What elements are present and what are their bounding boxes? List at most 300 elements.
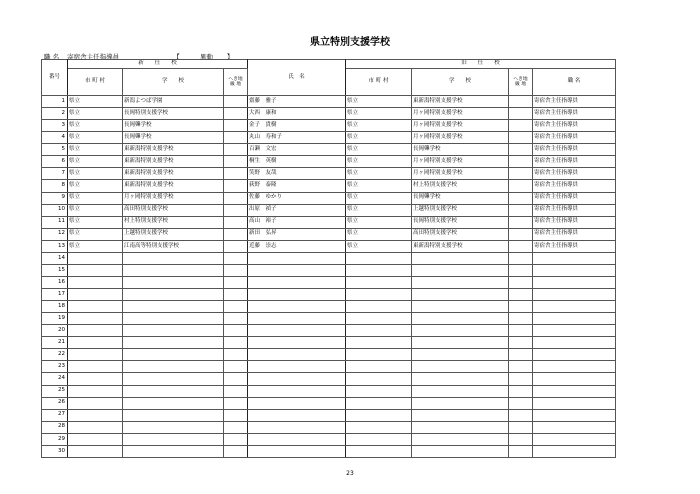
header-old-hekichi-line1: へき地	[513, 76, 528, 82]
old-city-cell	[346, 337, 412, 349]
header-new-hekichi	[224, 69, 248, 96]
header-old-hekichi	[509, 69, 533, 96]
old-hekichi-cell	[509, 276, 533, 288]
old-school-cell	[412, 313, 509, 325]
row-number: 4	[42, 132, 68, 144]
new-city-cell: 県立	[68, 168, 123, 180]
row-number: 10	[42, 204, 68, 216]
old-school-cell: 村上特別支援学校	[412, 180, 509, 192]
new-hekichi-cell	[224, 313, 248, 325]
old-city-cell: 県立	[346, 192, 412, 204]
old-city-cell: 県立	[346, 144, 412, 156]
name-cell	[248, 313, 346, 325]
old-hekichi-cell	[509, 192, 533, 204]
new-hekichi-cell	[224, 156, 248, 168]
table-row	[42, 409, 616, 421]
new-hekichi-cell	[224, 252, 248, 264]
old-school-cell	[412, 349, 509, 361]
position-cell	[533, 301, 616, 313]
new-city-cell	[68, 421, 123, 433]
name-cell: 笑野 友哉	[248, 168, 346, 180]
table-row	[42, 132, 616, 144]
position-cell: 寄宿舎主任指導員	[533, 192, 616, 204]
row-number: 24	[42, 373, 68, 385]
old-hekichi-cell	[509, 445, 533, 457]
new-city-cell	[68, 373, 123, 385]
table-row	[42, 445, 616, 457]
new-school-cell	[123, 397, 224, 409]
row-number: 6	[42, 156, 68, 168]
new-city-cell	[68, 301, 123, 313]
new-hekichi-cell	[224, 240, 248, 252]
old-city-cell: 県立	[346, 120, 412, 132]
new-city-cell	[68, 325, 123, 337]
row-number: 21	[42, 337, 68, 349]
row-number: 11	[42, 216, 68, 228]
new-city-cell: 県立	[68, 240, 123, 252]
position-cell: 寄宿舎主任指導員	[533, 180, 616, 192]
name-cell: 大西 康和	[248, 108, 346, 120]
table-row	[42, 301, 616, 313]
row-number: 12	[42, 228, 68, 240]
position-cell	[533, 325, 616, 337]
old-school-cell: 月ヶ岡特別支援学校	[412, 156, 509, 168]
old-city-cell	[346, 409, 412, 421]
old-school-cell	[412, 385, 509, 397]
old-school-cell: 月ヶ岡特別支援学校	[412, 168, 509, 180]
row-number: 26	[42, 397, 68, 409]
new-hekichi-cell	[224, 192, 248, 204]
position-cell: 寄宿舎主任指導員	[533, 96, 616, 108]
old-hekichi-cell	[509, 349, 533, 361]
table-row	[42, 385, 616, 397]
new-school-cell	[123, 409, 224, 421]
new-school-cell	[123, 325, 224, 337]
name-cell: 新田 弘昇	[248, 228, 346, 240]
table-row	[42, 204, 616, 216]
new-school-cell	[123, 349, 224, 361]
new-school-cell: 村上特別支援学校	[123, 216, 224, 228]
new-school-cell: 新潟よつば学園	[123, 96, 224, 108]
new-city-cell	[68, 385, 123, 397]
table-row	[42, 240, 616, 252]
row-number: 27	[42, 409, 68, 421]
name-cell	[248, 301, 346, 313]
new-school-cell: 江南高等特別支援学校	[123, 240, 224, 252]
position-cell: 寄宿舎主任指導員	[533, 108, 616, 120]
old-hekichi-cell	[509, 168, 533, 180]
position-cell	[533, 397, 616, 409]
old-school-cell	[412, 421, 509, 433]
old-city-cell: 県立	[346, 168, 412, 180]
header-name: 氏 名	[248, 60, 346, 96]
row-number: 20	[42, 325, 68, 337]
old-hekichi-cell	[509, 313, 533, 325]
position-cell: 寄宿舎主任指導員	[533, 216, 616, 228]
old-school-cell	[412, 397, 509, 409]
old-school-cell	[412, 289, 509, 301]
new-hekichi-cell	[224, 216, 248, 228]
old-hekichi-cell	[509, 397, 533, 409]
new-school-cell: 長岡特別支援学校	[123, 108, 224, 120]
new-city-cell	[68, 289, 123, 301]
old-city-cell	[346, 421, 412, 433]
new-school-cell: 高田特別支援学校	[123, 204, 224, 216]
position-cell	[533, 409, 616, 421]
old-school-cell: 長岡聾学校	[412, 144, 509, 156]
name-cell: 近藤 崇志	[248, 240, 346, 252]
header-new-hekichi-line1: へき地	[228, 76, 243, 82]
name-cell	[248, 361, 346, 373]
table-row	[42, 361, 616, 373]
name-cell: 高山 裕子	[248, 216, 346, 228]
table-body	[42, 96, 616, 458]
row-number: 14	[42, 252, 68, 264]
row-number: 2	[42, 108, 68, 120]
old-hekichi-cell	[509, 409, 533, 421]
old-school-cell: 月ヶ岡特別支援学校	[412, 132, 509, 144]
new-hekichi-cell	[224, 433, 248, 445]
old-city-cell: 県立	[346, 240, 412, 252]
name-cell	[248, 252, 346, 264]
new-hekichi-cell	[224, 168, 248, 180]
old-hekichi-cell	[509, 421, 533, 433]
header-number: 番号	[42, 60, 68, 96]
position-cell	[533, 289, 616, 301]
old-city-cell	[346, 433, 412, 445]
old-school-cell	[412, 373, 509, 385]
old-city-cell	[346, 325, 412, 337]
old-school-cell: 東新潟特別支援学校	[412, 240, 509, 252]
new-school-cell: 東新潟特別支援学校	[123, 180, 224, 192]
new-city-cell: 県立	[68, 204, 123, 216]
new-hekichi-cell	[224, 144, 248, 156]
new-school-cell	[123, 373, 224, 385]
row-number: 9	[42, 192, 68, 204]
name-cell	[248, 276, 346, 288]
new-hekichi-cell	[224, 409, 248, 421]
old-school-cell	[412, 409, 509, 421]
name-cell	[248, 337, 346, 349]
name-cell	[248, 349, 346, 361]
new-hekichi-cell	[224, 180, 248, 192]
name-cell	[248, 373, 346, 385]
row-number: 15	[42, 264, 68, 276]
position-cell	[533, 264, 616, 276]
table-row	[42, 96, 616, 108]
position-cell: 寄宿舎主任指導員	[533, 240, 616, 252]
position-cell	[533, 433, 616, 445]
row-number: 13	[42, 240, 68, 252]
header-row-top	[42, 60, 616, 69]
header-old-hekichi-line2: 級 地	[514, 82, 527, 87]
old-school-cell	[412, 252, 509, 264]
new-city-cell: 県立	[68, 192, 123, 204]
old-city-cell	[346, 349, 412, 361]
old-school-cell: 月ヶ岡特別支援学校	[412, 108, 509, 120]
new-school-cell: 上越特別支援学校	[123, 228, 224, 240]
new-hekichi-cell	[224, 397, 248, 409]
old-hekichi-cell	[509, 132, 533, 144]
old-hekichi-cell	[509, 252, 533, 264]
old-school-cell	[412, 337, 509, 349]
old-school-cell	[412, 276, 509, 288]
name-cell	[248, 409, 346, 421]
new-city-cell: 県立	[68, 132, 123, 144]
table-row	[42, 421, 616, 433]
header-new-hekichi-line2: 級 地	[229, 82, 242, 87]
new-city-cell	[68, 409, 123, 421]
old-city-cell: 県立	[346, 180, 412, 192]
position-cell	[533, 385, 616, 397]
new-city-cell: 県立	[68, 156, 123, 168]
position-cell	[533, 361, 616, 373]
new-city-cell: 県立	[68, 228, 123, 240]
new-hekichi-cell	[224, 337, 248, 349]
old-city-cell	[346, 373, 412, 385]
position-cell	[533, 421, 616, 433]
old-school-cell: 上越特別支援学校	[412, 204, 509, 216]
table-row	[42, 144, 616, 156]
new-school-cell	[123, 252, 224, 264]
table-row	[42, 276, 616, 288]
new-school-cell	[123, 289, 224, 301]
row-number: 28	[42, 421, 68, 433]
name-cell: 丸山 寿和子	[248, 132, 346, 144]
name-cell: 齋藤 雅子	[248, 96, 346, 108]
header-new-school-name: 学 校	[123, 69, 224, 96]
old-hekichi-cell	[509, 216, 533, 228]
row-number: 18	[42, 301, 68, 313]
new-school-cell: 長岡聾学校	[123, 132, 224, 144]
row-number: 7	[42, 168, 68, 180]
table-row	[42, 397, 616, 409]
row-number: 23	[42, 361, 68, 373]
old-hekichi-cell	[509, 228, 533, 240]
old-hekichi-cell	[509, 240, 533, 252]
bracket-open: 【	[173, 53, 180, 61]
old-hekichi-cell	[509, 96, 533, 108]
old-hekichi-cell	[509, 120, 533, 132]
position-cell	[533, 373, 616, 385]
table-row	[42, 373, 616, 385]
old-hekichi-cell	[509, 361, 533, 373]
old-city-cell: 県立	[346, 132, 412, 144]
table-row	[42, 337, 616, 349]
name-cell	[248, 445, 346, 457]
row-number: 19	[42, 313, 68, 325]
old-city-cell	[346, 301, 412, 313]
name-cell: 佐藤 ゆかり	[248, 192, 346, 204]
new-city-cell	[68, 264, 123, 276]
old-city-cell	[346, 361, 412, 373]
new-school-cell: 東新潟特別支援学校	[123, 144, 224, 156]
old-city-cell: 県立	[346, 228, 412, 240]
new-school-cell	[123, 385, 224, 397]
new-school-cell	[123, 276, 224, 288]
row-number: 1	[42, 96, 68, 108]
new-hekichi-cell	[224, 264, 248, 276]
header-position: 職 名	[533, 69, 616, 96]
table-row	[42, 108, 616, 120]
old-city-cell	[346, 289, 412, 301]
old-city-cell: 県立	[346, 108, 412, 120]
table-row	[42, 264, 616, 276]
old-hekichi-cell	[509, 180, 533, 192]
old-school-cell: 長岡特別支援学校	[412, 216, 509, 228]
position-cell: 寄宿舎主任指導員	[533, 156, 616, 168]
new-city-cell: 県立	[68, 180, 123, 192]
new-school-cell: 月ヶ岡特別支援学校	[123, 192, 224, 204]
old-city-cell	[346, 276, 412, 288]
old-school-cell: 月ヶ岡特別支援学校	[412, 120, 509, 132]
row-number: 17	[42, 289, 68, 301]
new-city-cell	[68, 445, 123, 457]
old-city-cell	[346, 313, 412, 325]
new-hekichi-cell	[224, 385, 248, 397]
position-cell	[533, 349, 616, 361]
row-number: 29	[42, 433, 68, 445]
position-cell: 寄宿舎主任指導員	[533, 120, 616, 132]
name-cell: 百瀬 文宏	[248, 144, 346, 156]
new-school-cell	[123, 361, 224, 373]
new-city-cell	[68, 276, 123, 288]
name-cell: 金子 貴樹	[248, 120, 346, 132]
name-cell: 荻野 泰隆	[248, 180, 346, 192]
new-school-cell: 長岡聾学校	[123, 120, 224, 132]
new-city-cell	[68, 349, 123, 361]
new-hekichi-cell	[224, 96, 248, 108]
row-number: 22	[42, 349, 68, 361]
old-hekichi-cell	[509, 204, 533, 216]
name-cell	[248, 289, 346, 301]
header-old-school: 旧 任 校	[346, 60, 616, 69]
name-cell: 桐生 英樹	[248, 156, 346, 168]
old-city-cell: 県立	[346, 216, 412, 228]
table-row	[42, 180, 616, 192]
new-city-cell: 県立	[68, 120, 123, 132]
row-number: 5	[42, 144, 68, 156]
table-row	[42, 252, 616, 264]
name-cell: 出原 禎子	[248, 204, 346, 216]
table-row	[42, 120, 616, 132]
new-city-cell	[68, 433, 123, 445]
name-cell	[248, 421, 346, 433]
name-cell	[248, 433, 346, 445]
new-school-cell	[123, 313, 224, 325]
name-cell	[248, 264, 346, 276]
old-hekichi-cell	[509, 144, 533, 156]
new-hekichi-cell	[224, 349, 248, 361]
old-school-cell	[412, 264, 509, 276]
old-city-cell	[346, 385, 412, 397]
bracket-close: 】	[226, 53, 234, 61]
old-school-cell: 長岡聾学校	[412, 192, 509, 204]
new-hekichi-cell	[224, 445, 248, 457]
old-city-cell: 県立	[346, 156, 412, 168]
old-hekichi-cell	[509, 301, 533, 313]
table-row	[42, 192, 616, 204]
name-cell	[248, 397, 346, 409]
header-new-school: 新 任 校	[68, 60, 248, 69]
row-number: 16	[42, 276, 68, 288]
new-hekichi-cell	[224, 301, 248, 313]
personnel-table	[41, 59, 616, 458]
new-city-cell	[68, 252, 123, 264]
old-hekichi-cell	[509, 433, 533, 445]
new-hekichi-cell	[224, 132, 248, 144]
table-row	[42, 433, 616, 445]
new-hekichi-cell	[224, 120, 248, 132]
header-old-city: 市 町 村	[346, 69, 412, 96]
position-cell	[533, 313, 616, 325]
new-hekichi-cell	[224, 228, 248, 240]
new-school-cell	[123, 337, 224, 349]
old-school-cell	[412, 361, 509, 373]
job-value: 寄宿舎主任指導員	[67, 53, 120, 61]
old-city-cell	[346, 252, 412, 264]
name-cell	[248, 385, 346, 397]
old-city-cell	[346, 264, 412, 276]
new-school-cell	[123, 301, 224, 313]
position-cell: 寄宿舎主任指導員	[533, 168, 616, 180]
new-hekichi-cell	[224, 421, 248, 433]
new-hekichi-cell	[224, 325, 248, 337]
old-school-cell: 高田特別支援学校	[412, 228, 509, 240]
table-row	[42, 349, 616, 361]
name-cell	[248, 325, 346, 337]
position-cell	[533, 445, 616, 457]
table-row	[42, 289, 616, 301]
new-city-cell	[68, 313, 123, 325]
new-school-cell	[123, 264, 224, 276]
new-city-cell: 県立	[68, 144, 123, 156]
old-city-cell	[346, 445, 412, 457]
position-cell	[533, 276, 616, 288]
table-row	[42, 313, 616, 325]
new-school-cell: 東新潟特別支援学校	[123, 168, 224, 180]
new-hekichi-cell	[224, 289, 248, 301]
old-hekichi-cell	[509, 325, 533, 337]
new-city-cell	[68, 397, 123, 409]
old-hekichi-cell	[509, 156, 533, 168]
position-cell: 寄宿舎主任指導員	[533, 144, 616, 156]
old-school-cell	[412, 445, 509, 457]
old-city-cell: 県立	[346, 96, 412, 108]
new-school-cell	[123, 445, 224, 457]
position-cell	[533, 252, 616, 264]
new-school-cell	[123, 421, 224, 433]
old-hekichi-cell	[509, 385, 533, 397]
table-row	[42, 168, 616, 180]
status-label: 異動	[199, 53, 213, 61]
job-label: 職 名	[44, 53, 60, 61]
old-school-cell	[412, 325, 509, 337]
row-number: 30	[42, 445, 68, 457]
position-cell: 寄宿舎主任指導員	[533, 132, 616, 144]
new-city-cell	[68, 337, 123, 349]
old-hekichi-cell	[509, 289, 533, 301]
old-city-cell: 県立	[346, 204, 412, 216]
old-city-cell	[346, 397, 412, 409]
old-hekichi-cell	[509, 337, 533, 349]
new-city-cell	[68, 361, 123, 373]
position-cell	[533, 337, 616, 349]
old-school-cell	[412, 301, 509, 313]
old-school-cell: 東新潟特別支援学校	[412, 96, 509, 108]
old-school-cell	[412, 433, 509, 445]
new-city-cell: 県立	[68, 96, 123, 108]
